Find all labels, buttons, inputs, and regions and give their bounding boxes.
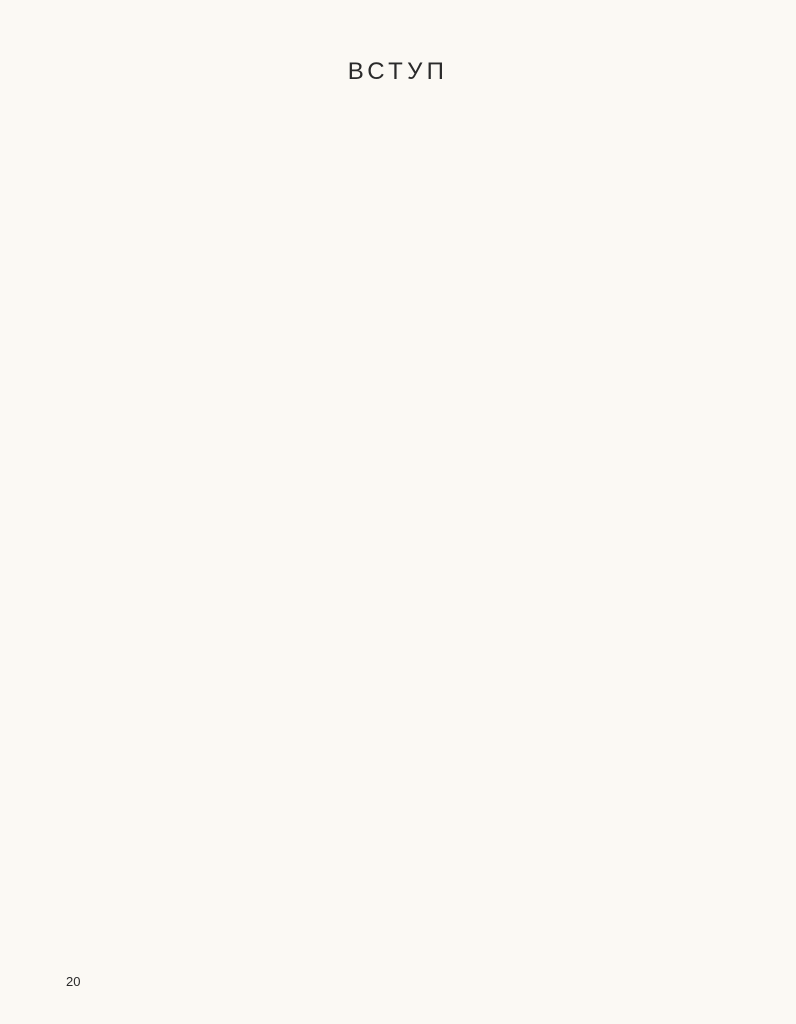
left-column (66, 106, 382, 946)
body-columns (66, 106, 730, 946)
page-number: 20 (66, 974, 81, 989)
right-column (414, 106, 730, 946)
page-title: ВСТУП (347, 58, 449, 85)
